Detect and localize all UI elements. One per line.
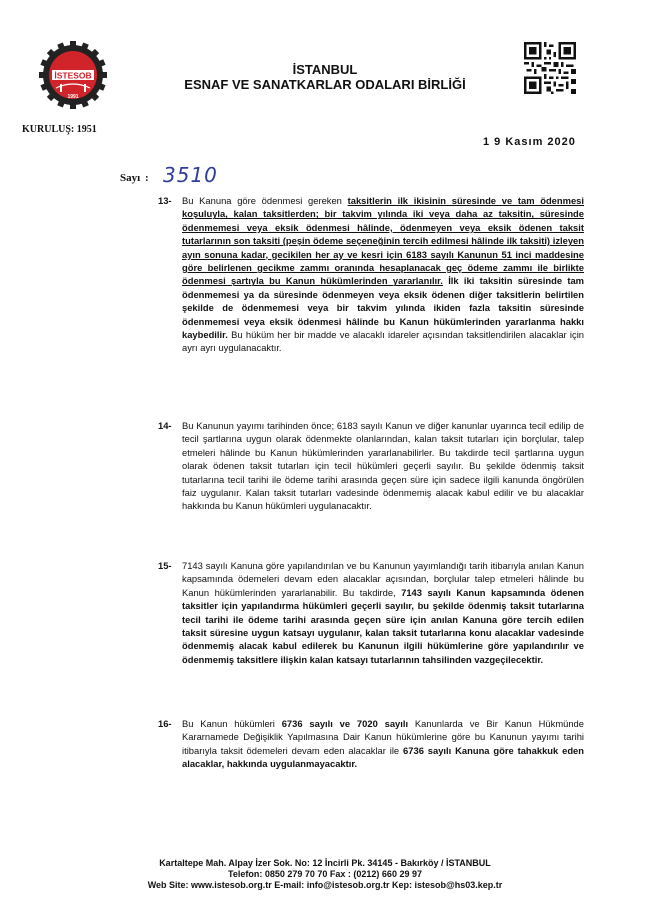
article-13	[158, 194, 584, 355]
qr-code	[524, 42, 576, 94]
article-text	[182, 194, 584, 355]
article-number: 14-	[158, 420, 172, 431]
text-segment: taksitlerin ilk ikisinin süresinde ve tam ödenmesi koşuluyla, kalan taksitlerden; bir takvim yılında iki veya daha az taksitin, süresinde ödenmemesi veya eksik ödenmesi hâlinde, ödenmeyen veya eksik ödenen taksit tutarlarının son taksiti (peşin ödeme seçeneğinin tercih edilmesi hâlinde ilk taksiti) izleyen ayın sonuna kadar, gecikilen her ay ve kesri için 6183 sayılı Kanunun 51 inci maddesine göre belirlenen gecikme zammı oranında hesaplanacak geç ödeme zammı ile birlikte ödenmesi şartıyla bu Kanun hükümlerinden yararlanılır.	[182, 195, 584, 287]
svg-text:İSTESOB: İSTESOB	[54, 70, 92, 81]
text-segment: 6736 sayılı ve 7020 sayılı	[281, 718, 409, 729]
article-15	[158, 559, 584, 666]
article-14	[158, 419, 584, 513]
footer-address-line: Kartaltepe Mah. Alpay İzer Sok. No: 12 İncirli Pk. 34145 - Bakırköy / İSTANBUL	[159, 858, 491, 868]
document-date: 1 9 Kasım 2020	[483, 136, 576, 148]
founded-year: KURULUŞ: 1951	[22, 124, 97, 135]
text-segment: İlk iki taksitin süresinde tam ödenmemesi ya da süresinde ödenmeyen veya eksik ödenen diğer taksitlerin belirtilen şekilde de ödenmemesi veya bir takvim yılında ikiden fazla taksitin süresinde ödenmemesi veya eksik ödenmesi hâlinde bu Kanun hükümlerinden yararlanma hakkı kaybedilir.	[182, 275, 584, 341]
footer-phone-line: Telefon: 0850 279 70 70 Fax : (0212) 660 29 97	[228, 869, 422, 879]
text-segment: 6736 sayılı Kanuna göre tahakkuk eden alacaklar, hakkında uygulanmayacaktır.	[182, 744, 584, 770]
article-text	[182, 717, 584, 771]
article-16	[158, 717, 584, 771]
text-segment: Bu hüküm her bir madde ve alacaklı idareler açısından taksitlendirilen alacaklar için ayrı ayrı uygulanacaktır.	[182, 329, 584, 354]
text-segment: Bu Kanuna göre ödenmesi gereken	[182, 195, 348, 206]
org-city: İSTANBUL	[292, 62, 358, 77]
article-text	[182, 419, 584, 513]
text-segment: Kanunlarda ve Bir Kanun Hükmünde Kararnamede Değişiklik Yapılmasına Dair Kanun hükümlerine göre bu Kanunun yayımı tarihi itibarıyla taksit ödemeleri devam eden alacaklar ile	[182, 718, 584, 756]
footer-contact-line: Web Site: www.istesob.org.tr E-mail: info@istesob.org.tr Kep: istesob@hs03.kep.tr	[147, 880, 503, 890]
text-segment: Bu Kanunun yayımı tarihinden önce; 6183 sayılı Kanun ve diğer kanunlar uyarınca tecil edilip de tecil şartlarına uygun olarak ödenmekte olanlarından, kalan taksit tutarları için borçlular, talep etmeleri hâlinde bu Kanun hükümlerinden yararlanabilirler. Bu takdirde tecil şartlarına uygun olarak ödenen taksit tutarları için tecil hükümleri geçerli sayılır. Bu şekilde ödenmiş taksit tutarlarına tecil tarihi ile ödeme tarihi arasında geçen süre için sadece ilgili kanunda öngörülen faiz uygulanır. Kalan taksit tutarları vadesinde ödenmemiş alacak kabul edilir ve bu alacaklar hakkında bu Kanun hükümleri uygulanacaktır.	[182, 420, 584, 512]
text-segment: 7143 sayılı Kanuna göre yapılandırılan ve bu Kanunun yayımlandığı tarih itibarıyla anılan Kanun kapsamında ödemeleri devam eden alacaklar açısından, borçlular talep etmeleri hâlinde bu Kanun hükümlerinden yararlanabilir. Bu takdirde,	[182, 560, 584, 598]
svg-text:1991: 1991	[67, 94, 79, 100]
org-title: ESNAF VE SANATKARLAR ODALARI BİRLİĞİ	[184, 77, 466, 92]
article-text	[182, 559, 584, 666]
article-number: 16-	[158, 718, 172, 729]
number-colon: :	[145, 172, 149, 184]
text-segment: Bu Kanun hükümleri	[182, 718, 282, 729]
text-segment: 7143 sayılı Kanun kapsamında ödenen taksitler için yapılandırma hükümleri geçerli sayılır, bu şekilde ödenmiş taksit tutarlarına tecil tarihi ile ödeme tarihi arasında geçen süre için anılan Kanuna göre tercih edilen taksit süresine uygun katsayı uygulanır, kalan taksit tutarlarına konu alacaklar vadesinde ödenmemiş alacak kabul edilerek bu Kanunun ilgili hükümlerine göre yapılandırılır ve ödenmemiş taksitlere ilişkin kalan katsayı tutarlarının tahsilinden vazgeçilecektir.	[182, 586, 584, 665]
footer-address	[0, 858, 650, 891]
article-number: 13-	[158, 195, 172, 206]
article-number: 15-	[158, 560, 172, 571]
number-label: Sayı	[120, 172, 141, 184]
handwritten-number: 3510	[163, 163, 218, 187]
